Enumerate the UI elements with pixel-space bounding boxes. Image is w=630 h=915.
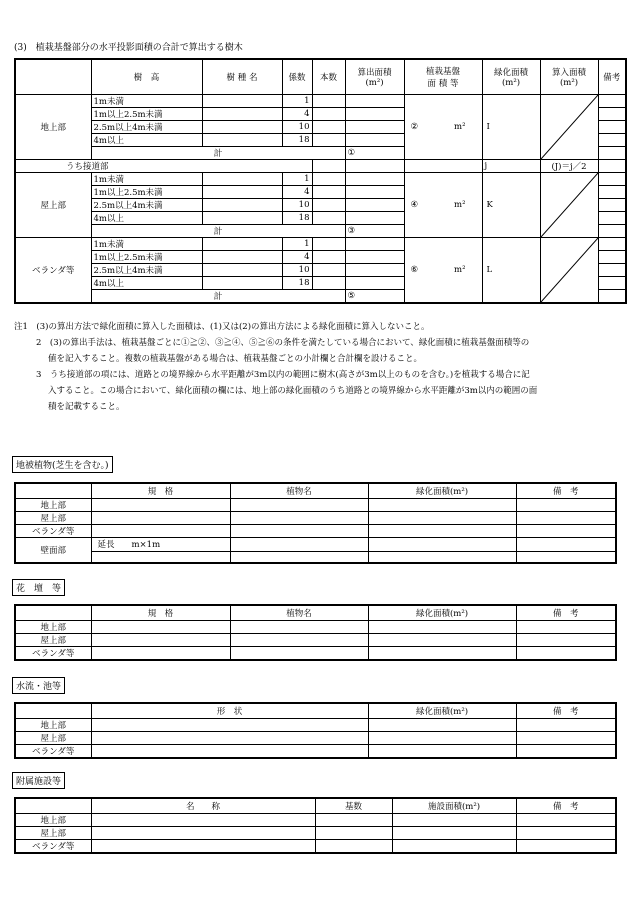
- fb-header-spec: 規 格: [91, 605, 230, 620]
- remarks-cell[interactable]: [598, 94, 626, 107]
- wt-header-remarks: 備 考: [516, 703, 616, 718]
- count-cell[interactable]: [312, 263, 345, 276]
- gc-cell[interactable]: [91, 551, 230, 563]
- gc-cell[interactable]: [368, 537, 516, 551]
- remarks-cell[interactable]: [598, 276, 626, 289]
- species-cell[interactable]: [202, 185, 282, 198]
- wt-cell[interactable]: [368, 744, 516, 758]
- calc-area-cell[interactable]: [345, 185, 404, 198]
- gc-cell[interactable]: [230, 498, 368, 511]
- species-cell[interactable]: [202, 276, 282, 289]
- fc-cell[interactable]: [91, 839, 315, 853]
- blank-header: [15, 59, 91, 94]
- incl-area-cell: [540, 94, 598, 159]
- wt-cell[interactable]: [368, 731, 516, 744]
- species-cell[interactable]: [202, 172, 282, 185]
- gc-cell[interactable]: [230, 551, 368, 563]
- facilities-table: [14, 797, 617, 854]
- calc-area-cell[interactable]: [345, 237, 404, 250]
- gc-row-label: 地上部: [15, 498, 91, 511]
- count-cell[interactable]: [312, 107, 345, 120]
- fc-cell[interactable]: [516, 839, 616, 853]
- road-calc[interactable]: [345, 159, 404, 172]
- coef-cell: 10: [282, 198, 312, 211]
- height-cell: 4m以上: [91, 133, 202, 146]
- unit-m2: m²: [454, 199, 466, 210]
- base-mark: ⑥: [410, 264, 419, 275]
- road-incl: (J)＝j／2: [540, 159, 598, 172]
- height-cell: 2.5m以上4m未満: [91, 120, 202, 133]
- fb-cell[interactable]: [91, 646, 230, 660]
- gc-cell[interactable]: [368, 498, 516, 511]
- green-area-cell[interactable]: [482, 172, 540, 237]
- fb-cell[interactable]: [230, 633, 368, 646]
- fc-cell[interactable]: [315, 839, 392, 853]
- remarks-cell[interactable]: [598, 198, 626, 211]
- fb-cell[interactable]: [368, 620, 516, 633]
- total-label: 計: [91, 224, 345, 237]
- facilities-box: 附属施設等: [12, 772, 65, 789]
- calc-area-cell[interactable]: [345, 263, 404, 276]
- gc-header-green: 緑化面積(m²): [368, 483, 516, 498]
- green-mark: L: [486, 264, 493, 275]
- header-green-area: 緑化面積 (m²): [482, 59, 540, 94]
- count-cell[interactable]: [312, 198, 345, 211]
- count-cell[interactable]: [312, 211, 345, 224]
- gc-blank: [15, 483, 91, 498]
- diagonal-slash: [541, 173, 598, 237]
- fb-cell[interactable]: [91, 633, 230, 646]
- note-3c: 積を記載すること。: [48, 402, 125, 412]
- height-cell: 4m以上: [91, 211, 202, 224]
- coef-cell: 4: [282, 107, 312, 120]
- header-count: 本数: [312, 59, 345, 94]
- wt-cell[interactable]: [91, 744, 368, 758]
- wt-blank: [15, 703, 91, 718]
- remarks-cell[interactable]: [598, 224, 626, 237]
- coef-cell: 4: [282, 250, 312, 263]
- wt-cell[interactable]: [516, 744, 616, 758]
- remarks-cell[interactable]: [598, 250, 626, 263]
- coef-cell: 4: [282, 185, 312, 198]
- fc-cell[interactable]: [91, 813, 315, 826]
- fc-row-label: 屋上部: [15, 826, 91, 839]
- water-table: [14, 702, 617, 759]
- fc-cell[interactable]: [516, 813, 616, 826]
- coef-cell: 18: [282, 276, 312, 289]
- calc-area-cell[interactable]: [345, 198, 404, 211]
- coef-cell: 10: [282, 263, 312, 276]
- calc-area-cell[interactable]: [345, 120, 404, 133]
- height-cell: 1m以上2.5m未満: [91, 185, 202, 198]
- calc-area-cell[interactable]: [345, 276, 404, 289]
- note-2a: 2 (3)の算出手法は、植栽基盤ごとに①≧②、③≧④、⑤≧⑥の条件を満たしている場合において、緑化面積に植栽基盤面積等の: [36, 338, 530, 348]
- header-incl-area: 算入面積 (m²): [540, 59, 598, 94]
- section-title: (3) 植栽基盤部分の水平投影面積の合計で算出する樹木: [14, 43, 243, 53]
- remarks-cell[interactable]: [598, 185, 626, 198]
- wt-row-label: ベランダ等: [15, 744, 91, 758]
- gc-cell[interactable]: [516, 498, 616, 511]
- species-cell[interactable]: [202, 250, 282, 263]
- fb-header-green: 緑化面積(m²): [368, 605, 516, 620]
- gc-header-plant: 植物名: [230, 483, 368, 498]
- fc-row-label: 地上部: [15, 813, 91, 826]
- tree-table: [14, 58, 627, 304]
- fb-row-label: 地上部: [15, 620, 91, 633]
- green-area-cell[interactable]: [482, 237, 540, 303]
- height-cell: 4m以上: [91, 276, 202, 289]
- diagonal-slash: [541, 238, 598, 302]
- height-cell: 2.5m以上4m未満: [91, 263, 202, 276]
- fc-cell[interactable]: [315, 826, 392, 839]
- header-calc-area: 算出面積 (m²): [345, 59, 404, 94]
- calc-area-cell[interactable]: [345, 172, 404, 185]
- unit-m2: m²: [454, 121, 466, 132]
- species-cell[interactable]: [202, 107, 282, 120]
- total-mark: ⑤: [345, 289, 404, 303]
- header-height: 樹 高: [91, 59, 202, 94]
- base-area-cell[interactable]: [404, 172, 482, 237]
- gc-cell[interactable]: [516, 524, 616, 537]
- calc-area-cell[interactable]: [345, 94, 404, 107]
- unit-m2: m²: [454, 264, 466, 275]
- gc-header-spec: 規 格: [91, 483, 230, 498]
- base-area-cell[interactable]: [404, 94, 482, 159]
- road-count[interactable]: [312, 159, 345, 172]
- height-cell: 1m未満: [91, 237, 202, 250]
- fc-cell[interactable]: [392, 813, 516, 826]
- group-label: 地上部: [15, 94, 91, 159]
- height-cell: 1m未満: [91, 94, 202, 107]
- remarks-cell[interactable]: [598, 146, 626, 159]
- calc-area-cell[interactable]: [345, 107, 404, 120]
- gc-cell[interactable]: [368, 551, 516, 563]
- remarks-cell[interactable]: [598, 211, 626, 224]
- species-cell[interactable]: [202, 133, 282, 146]
- calc-area-cell[interactable]: [345, 133, 404, 146]
- calc-area-cell[interactable]: [345, 211, 404, 224]
- gc-cell[interactable]: [516, 537, 616, 551]
- road-green: j: [482, 159, 540, 172]
- remarks-cell[interactable]: [598, 133, 626, 146]
- note-3a: 3 うち接道部の項には、道路との境界線から水平距離が3m以内の範囲に樹木(高さが3m以上のものを含む。)を植栽する場合に記: [36, 370, 530, 380]
- wt-row-label: 屋上部: [15, 731, 91, 744]
- fb-cell[interactable]: [516, 633, 616, 646]
- ground-cover-box: 地被植物(芝生を含む。): [12, 456, 113, 473]
- count-cell[interactable]: [312, 185, 345, 198]
- coef-cell: 1: [282, 94, 312, 107]
- gc-cell[interactable]: [91, 498, 230, 511]
- base-mark: ②: [410, 121, 419, 132]
- gc-wall-spec: 延長 m×1m: [91, 537, 230, 551]
- coef-cell: 1: [282, 237, 312, 250]
- notes: [14, 319, 622, 415]
- gc-cell[interactable]: [230, 511, 368, 524]
- gc-cell[interactable]: [91, 524, 230, 537]
- header-remarks: 備考: [598, 59, 626, 94]
- species-cell[interactable]: [202, 237, 282, 250]
- height-cell: 1m以上2.5m未満: [91, 250, 202, 263]
- gc-row-label: 屋上部: [15, 511, 91, 524]
- base-area-cell[interactable]: [404, 237, 482, 303]
- wt-header-shape: 形 状: [91, 703, 368, 718]
- fc-header-remarks: 備 考: [516, 798, 616, 813]
- fc-cell[interactable]: [91, 826, 315, 839]
- count-cell[interactable]: [312, 120, 345, 133]
- fb-header-plant: 植物名: [230, 605, 368, 620]
- green-mark: K: [486, 199, 493, 210]
- count-cell[interactable]: [312, 276, 345, 289]
- fc-cell[interactable]: [315, 813, 392, 826]
- header-base-area: 植栽基盤 面 積 等: [404, 59, 482, 94]
- note-1: 注1 (3)の算出方法で緑化面積に算入した面積は、(1)又は(2)の算出方法による緑化面積に算入しないこと。: [14, 322, 430, 332]
- gc-cell[interactable]: [368, 511, 516, 524]
- flower-bed-box: 花 壇 等: [12, 579, 65, 596]
- count-cell[interactable]: [312, 94, 345, 107]
- fb-row-label: 屋上部: [15, 633, 91, 646]
- fb-cell[interactable]: [91, 620, 230, 633]
- flower-bed-table: [14, 604, 617, 661]
- coef-cell: 18: [282, 211, 312, 224]
- gc-cell[interactable]: [516, 511, 616, 524]
- gc-cell[interactable]: [91, 511, 230, 524]
- coef-cell: 18: [282, 133, 312, 146]
- wt-row-label: 地上部: [15, 718, 91, 731]
- ground-cover-table: [14, 482, 617, 564]
- note-2b: 値を記入すること。複数の植栽基盤がある場合は、植栽基盤ごとの小計欄と合計欄を設けること。: [48, 354, 423, 364]
- water-box: 水流・池等: [12, 677, 65, 694]
- fc-header-count: 基数: [315, 798, 392, 813]
- green-area-cell[interactable]: [482, 94, 540, 159]
- gc-row-label: 壁面部: [15, 537, 91, 563]
- group-label: 屋上部: [15, 172, 91, 237]
- incl-area-cell: [540, 237, 598, 303]
- count-cell[interactable]: [312, 237, 345, 250]
- fb-cell[interactable]: [368, 646, 516, 660]
- total-label: 計: [91, 146, 345, 159]
- height-cell: 1m未満: [91, 172, 202, 185]
- fb-row-label: ベランダ等: [15, 646, 91, 660]
- wt-cell[interactable]: [91, 718, 368, 731]
- gc-cell[interactable]: [230, 524, 368, 537]
- fb-cell[interactable]: [516, 646, 616, 660]
- total-mark: ③: [345, 224, 404, 237]
- fb-cell[interactable]: [230, 620, 368, 633]
- green-mark: I: [486, 121, 490, 132]
- fb-cell[interactable]: [516, 620, 616, 633]
- note-3b: 入すること。この場合において、緑化面積の欄には、地上部の緑化面積のうち道路との境界線から水平距離が3m以内の範囲の面: [48, 386, 538, 396]
- height-cell: 2.5m以上4m未満: [91, 198, 202, 211]
- remarks-cell[interactable]: [598, 107, 626, 120]
- gc-header-remarks: 備 考: [516, 483, 616, 498]
- coef-cell: 1: [282, 172, 312, 185]
- count-cell[interactable]: [312, 133, 345, 146]
- road-base[interactable]: [404, 159, 482, 172]
- road-remarks[interactable]: [598, 159, 626, 172]
- fc-blank: [15, 798, 91, 813]
- remarks-cell[interactable]: [598, 289, 626, 303]
- header-species: 樹 種 名: [202, 59, 282, 94]
- wt-cell[interactable]: [516, 718, 616, 731]
- wt-header-green: 緑化面積(m²): [368, 703, 516, 718]
- fc-header-area: 施設面積(m²): [392, 798, 516, 813]
- remarks-cell[interactable]: [598, 120, 626, 133]
- total-mark: ①: [345, 146, 404, 159]
- species-cell[interactable]: [202, 211, 282, 224]
- gc-cell[interactable]: [516, 551, 616, 563]
- fc-cell[interactable]: [392, 839, 516, 853]
- coef-cell: 10: [282, 120, 312, 133]
- fc-cell[interactable]: [392, 826, 516, 839]
- count-cell[interactable]: [312, 250, 345, 263]
- species-cell[interactable]: [202, 94, 282, 107]
- gc-cell[interactable]: [368, 524, 516, 537]
- species-cell[interactable]: [202, 198, 282, 211]
- fb-blank: [15, 605, 91, 620]
- group-label: ベランダ等: [15, 237, 91, 303]
- gc-cell[interactable]: [230, 537, 368, 551]
- fb-cell[interactable]: [230, 646, 368, 660]
- road-label: うち接道部: [15, 159, 312, 172]
- wt-cell[interactable]: [91, 731, 368, 744]
- fb-cell[interactable]: [368, 633, 516, 646]
- total-label: 計: [91, 289, 345, 303]
- remarks-cell[interactable]: [598, 263, 626, 276]
- header-coef: 係数: [282, 59, 312, 94]
- calc-area-cell[interactable]: [345, 250, 404, 263]
- incl-area-cell: [540, 172, 598, 237]
- wt-cell[interactable]: [368, 718, 516, 731]
- fb-header-remarks: 備 考: [516, 605, 616, 620]
- fc-cell[interactable]: [516, 826, 616, 839]
- diagonal-slash: [541, 95, 598, 159]
- base-mark: ④: [410, 199, 419, 210]
- fc-header-name: 名 称: [91, 798, 315, 813]
- gc-row-label: ベランダ等: [15, 524, 91, 537]
- species-cell[interactable]: [202, 120, 282, 133]
- height-cell: 1m以上2.5m未満: [91, 107, 202, 120]
- remarks-cell[interactable]: [598, 237, 626, 250]
- species-cell[interactable]: [202, 263, 282, 276]
- count-cell[interactable]: [312, 172, 345, 185]
- fc-row-label: ベランダ等: [15, 839, 91, 853]
- wt-cell[interactable]: [516, 731, 616, 744]
- remarks-cell[interactable]: [598, 172, 626, 185]
